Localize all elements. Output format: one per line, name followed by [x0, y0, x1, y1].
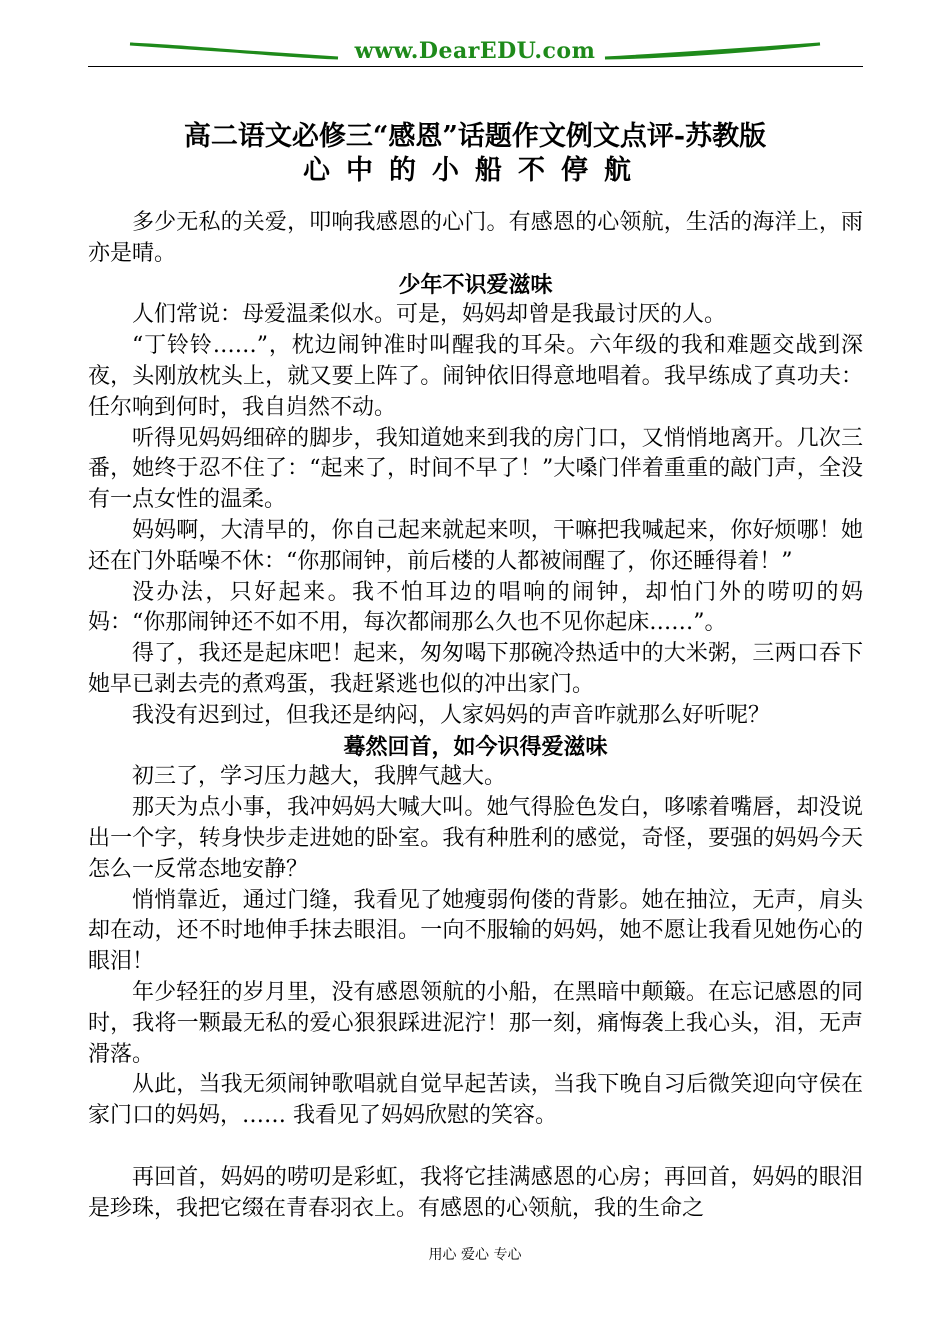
section-heading: 蓦然回首，如今识得爱滋味 [343, 733, 608, 760]
paragraph: 没办法，只好起来。我不怕耳边的唱响的闹钟，却怕门外的唠叨的妈妈：“你那闹钟还不如不用，每次都闹那么久也不见你起床……”。 [88, 579, 863, 636]
paragraph: 那天为点小事，我冲妈妈大喊大叫。她气得脸色发白，哆嗦着嘴唇，却没说出一个字，转身快步走进她的卧室。我有种胜利的感觉，奇怪，要强的妈妈今天怎么一反常态地安静？ [88, 795, 863, 882]
paragraph: 得了，我还是起床吧！起来，匆匆喝下那碗冷热适中的大米粥，三两口吞下她早已剥去壳的煮鸡蛋，我赶紧逃也似的冲出家门。 [88, 641, 863, 697]
document-title: 高二语文必修三“感恩”话题作文例文点评-苏教版 [183, 121, 767, 152]
paragraph: 听得见妈妈细碎的脚步，我知道她来到我的房门口，又悄悄地离开。几次三番，她终于忍不住了：“起来了，时间不早了！”大嗓门伴着重重的敲门声，全没有一点女性的温柔。 [88, 425, 863, 513]
intro-paragraph: 多少无私的关爱，叩响我感恩的心门。有感恩的心领航，生活的海洋上，雨亦是晴。 [88, 210, 863, 266]
paragraph: 悄悄靠近，通过门缝，我看见了她瘦弱佝偻的背影。她在抽泣，无声，肩头却在动，还不时地伸手抹去眼泪。一向不服输的妈妈，她不愿让我看见她伤心的眼泪！ [88, 887, 863, 975]
header-divider [88, 66, 863, 67]
paragraph: 人们常说：母爱温柔似水。可是，妈妈却曾是我最讨厌的人。 [132, 302, 727, 328]
page-footer: 用心 爱心 专心 [428, 1247, 522, 1263]
closing-paragraph: 再回首，妈妈的唠叨是彩虹，我将它挂满感恩的心房；再回首，妈妈的眼泪是珍珠，我把它缀在青春羽衣上。有感恩的心领航，我的生命之 [88, 1164, 863, 1221]
paragraph: 初三了，学习压力越大，我脾气越大。 [132, 764, 507, 790]
site-logo: www.DearEDU.com [354, 38, 596, 64]
article-body [88, 208, 863, 1224]
title-block [0, 120, 950, 188]
document-subtitle: 心中的小船不停航 [303, 155, 647, 186]
paragraph: “丁铃铃……”，枕边闹钟准时叫醒我的耳朵。六年级的我和难题交战到深夜，头刚放枕头上，就又要上阵了。闹钟依旧得意地唱着。我早练成了真功夫：任尔响到何时，我自岿然不动。 [88, 333, 863, 420]
paragraph: 从此，当我无须闹钟歌唱就自觉早起苦读，当我下晚自习后微笑迎向守侯在家门口的妈妈，…… 我看见了妈妈欣慰的笑容。 [88, 1072, 863, 1129]
paragraph: 年少轻狂的岁月里，没有感恩领航的小船，在黑暗中颠簸。在忘记感恩的同时，我将一颗最无私的爱心狠狠踩进泥泞！那一刻，痛悔袭上我心头，泪，无声滑落。 [88, 979, 863, 1067]
paragraph: 我没有迟到过，但我还是纳闷，人家妈妈的声音咋就那么好听呢？ [132, 702, 771, 728]
section-heading: 少年不识爱滋味 [398, 271, 553, 298]
page-header [0, 0, 950, 75]
paragraph: 妈妈啊，大清早的，你自己起来就起来呗，干嘛把我喊起来，你好烦哪！她还在门外聒噪不休：“你那闹钟，前后楼的人都被闹醒了，你还睡得着！” [88, 517, 863, 574]
paragraph-spacer [88, 1132, 863, 1163]
